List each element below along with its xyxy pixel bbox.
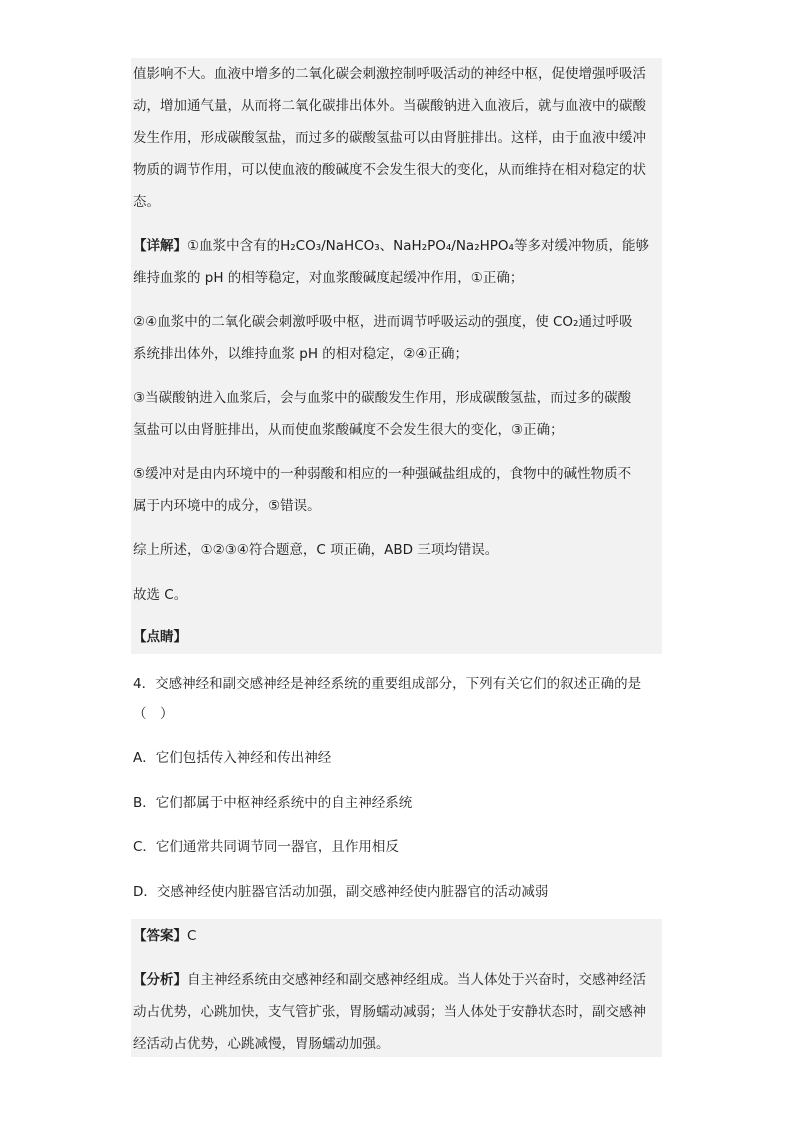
analysis-line-2: 动占优势，心跳加快，支气管扩张，胃肠蠕动减弱；当人体处于安静状态时，副交感神 xyxy=(133,1004,646,1020)
detail-summary: 综上所述，①②③④符合题意，C 项正确，ABD 三项均错误。 xyxy=(133,542,499,558)
question-stem: 4．交感神经和副交感神经是神经系统的重要组成部分，下列有关它们的叙述正确的是 xyxy=(133,676,642,692)
tip-label: 【点睛】 xyxy=(133,629,187,645)
detail-p3-line1: ③当碳酸钠进入血浆后，会与血浆中的碳酸发生作用，形成碳酸氢盐，而过多的碳酸 xyxy=(133,390,632,406)
analysis-tail-line: 物质的调节作用，可以使血液的酸碱度不会发生很大的变化，从而维持在相对稳定的状 xyxy=(133,162,646,178)
detail-p1-text-a: ①血浆中含有的 xyxy=(187,238,281,254)
detail-conclusion: 故选 C。 xyxy=(133,587,188,603)
detail-paragraph-1 xyxy=(133,236,649,256)
detail-p1-text-b: 等多对缓冲物质，能够 xyxy=(513,238,649,254)
analysis-tail-line: 态。 xyxy=(133,194,160,210)
buffer-formula: H₂CO₃/NaHCO₃、NaH₂PO₄/Na₂HPO₄ xyxy=(280,238,514,254)
detail-p4-line1: ⑤缓冲对是由内环境中的一种弱酸和相应的一种强碱盐组成的，食物中的碱性物质不 xyxy=(133,466,632,482)
detail-p2-line2: 系统排出体外，以维持血浆 pH 的相对稳定，②④正确； xyxy=(133,346,469,362)
detail-p3-line2: 氢盐可以由肾脏排出，从而使血浆酸碱度不会发生很大的变化，③正确； xyxy=(133,422,564,438)
answer-line xyxy=(133,926,196,946)
analysis-tail-line: 发生作用，形成碳酸氢盐，而过多的碳酸氢盐可以由肾脏排出。这样，由于血液中缓冲 xyxy=(133,130,646,146)
answer-value: C xyxy=(187,928,197,944)
answer-label: 【答案】 xyxy=(133,928,187,944)
detail-label: 【详解】 xyxy=(133,238,187,254)
analysis-tail-line: 值影响不大。血液中增多的二氧化碳会刺激控制呼吸活动的神经中枢，促使增强呼吸活 xyxy=(133,66,646,82)
analysis-line-1 xyxy=(133,970,646,990)
detail-p4-line2: 属于内环境中的成分，⑤错误。 xyxy=(133,498,321,514)
analysis-label: 【分析】 xyxy=(133,972,187,988)
option-c: C．它们通常共同调节同一器官，且作用相反 xyxy=(133,839,399,855)
detail-p2-line1: ②④血浆中的二氧化碳会刺激呼吸中枢，进而调节呼吸运动的强度，使 CO₂通过呼吸 xyxy=(133,314,633,330)
analysis-tail-line: 动，增加通气量，从而将二氧化碳排出体外。当碳酸钠进入血液后，就与血液中的碳酸 xyxy=(133,98,646,114)
analysis-line-3: 经活动占优势，心跳减慢，胃肠蠕动加强。 xyxy=(133,1036,390,1052)
question-stem-blank: （ ） xyxy=(133,706,174,722)
detail-p1-line2: 维持血浆的 pH 的相等稳定，对血浆酸碱度起缓冲作用，①正确； xyxy=(133,270,524,286)
analysis-text: 自主神经系统由交感神经和副交感神经组成。当人体处于兴奋时，交感神经活 xyxy=(187,972,646,988)
option-a: A．它们包括传入神经和传出神经 xyxy=(133,750,332,766)
option-b: B．它们都属于中枢神经系统中的自主神经系统 xyxy=(133,795,413,811)
option-d: D．交感神经使内脏器官活动加强，副交感神经使内脏器官的活动减弱 xyxy=(133,884,549,900)
